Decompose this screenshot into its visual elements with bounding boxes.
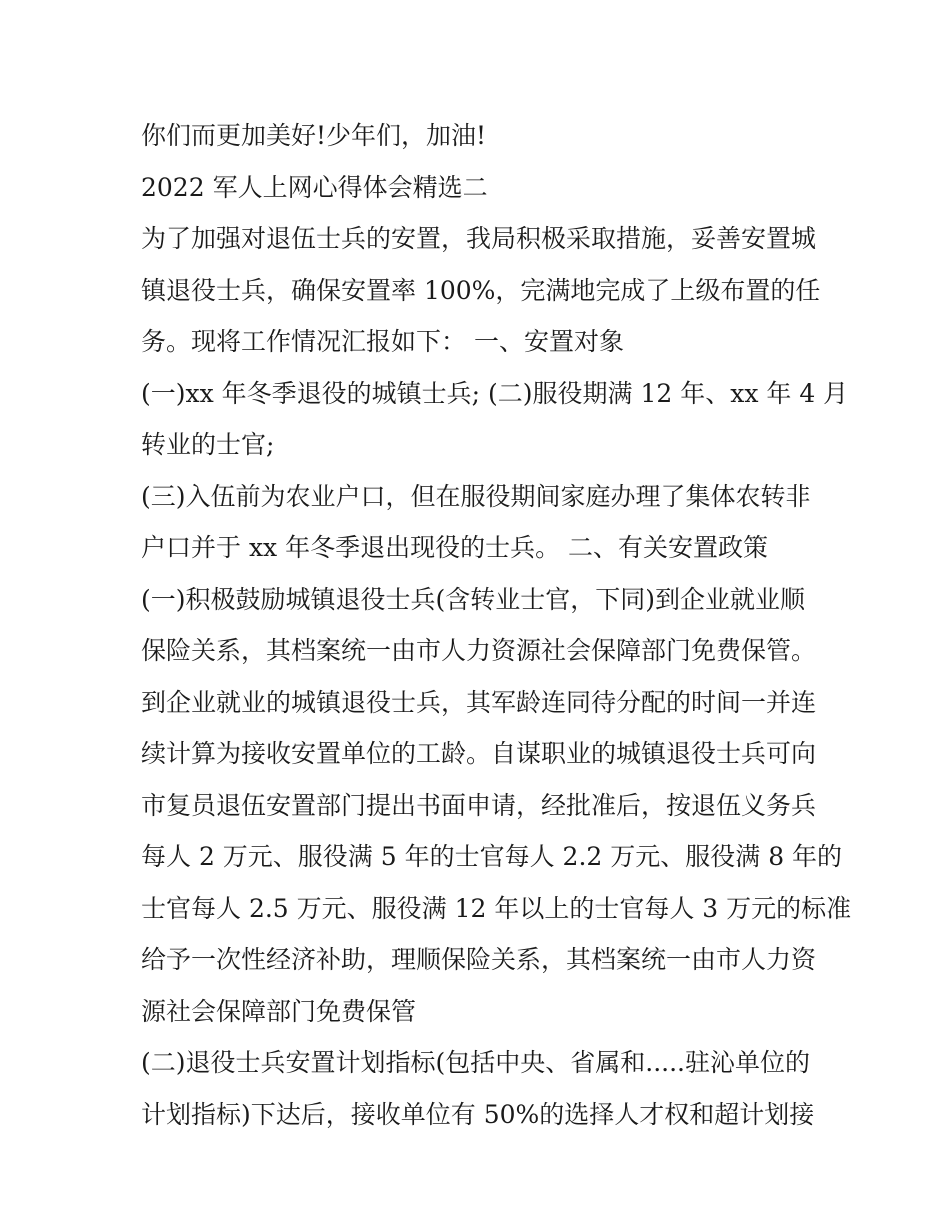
- section-heading: 2022 军人上网心得体会精选二: [141, 172, 488, 202]
- text-line: 每人 2 万元、服役满 5 年的士官每人 2.2 万元、服役满 8 年的: [141, 842, 843, 871]
- text-line: 保险关系，其档案统一由市人力资源社会保障部门免费保管。: [141, 636, 817, 665]
- text-line: 市复员退伍安置部门提出书面申请，经批准后，按退伍义务兵: [141, 790, 817, 820]
- text-line: 计划指标)下达后，接收单位有 50%的选择人才权和超计划接: [141, 1099, 815, 1129]
- text-line: 你们而更加美好!少年们，加油!: [141, 121, 487, 150]
- text-line: (三)入伍前为农业户口，但在服役期间家庭办理了集体农转非: [141, 481, 811, 511]
- text-line: (一)xx 年冬季退役的城镇士兵; (二)服役期满 12 年、xx 年 4 月: [141, 378, 849, 408]
- document-body: [141, 110, 852, 1140]
- text-line: 续计算为接收安置单位的工龄。自谋职业的城镇退役士兵可向: [141, 739, 817, 768]
- text-line: 户口并于 xx 年冬季退出现役的士兵。 二、有关安置政策: [141, 533, 769, 562]
- text-line: (一)积极鼓励城镇退役士兵(含转业士官，下同)到企业就业顺: [141, 584, 806, 614]
- text-line: (二)退役士兵安置计划指标(包括中央、省属和.....驻沁单位的: [141, 1048, 810, 1077]
- text-line: 镇退役士兵，确保安置率 100%，完满地完成了上级布置的任: [141, 275, 821, 305]
- text-line: 士官每人 2.5 万元、服役满 12 年以上的士官每人 3 万元的标准: [141, 893, 852, 923]
- text-line: 务。现将工作情况汇报如下： 一、安置对象: [141, 327, 624, 356]
- text-line: 为了加强对退伍士兵的安置，我局积极采取措施，妥善安置城: [141, 224, 817, 253]
- text-line: 到企业就业的城镇退役士兵，其军龄连同待分配的时间一并连: [141, 687, 817, 717]
- text-line: 给予一次性经济补助，理顺保险关系，其档案统一由市人力资: [141, 945, 817, 974]
- text-line: 源社会保障部门免费保管: [141, 996, 417, 1026]
- text-line: 转业的士官;: [141, 430, 275, 459]
